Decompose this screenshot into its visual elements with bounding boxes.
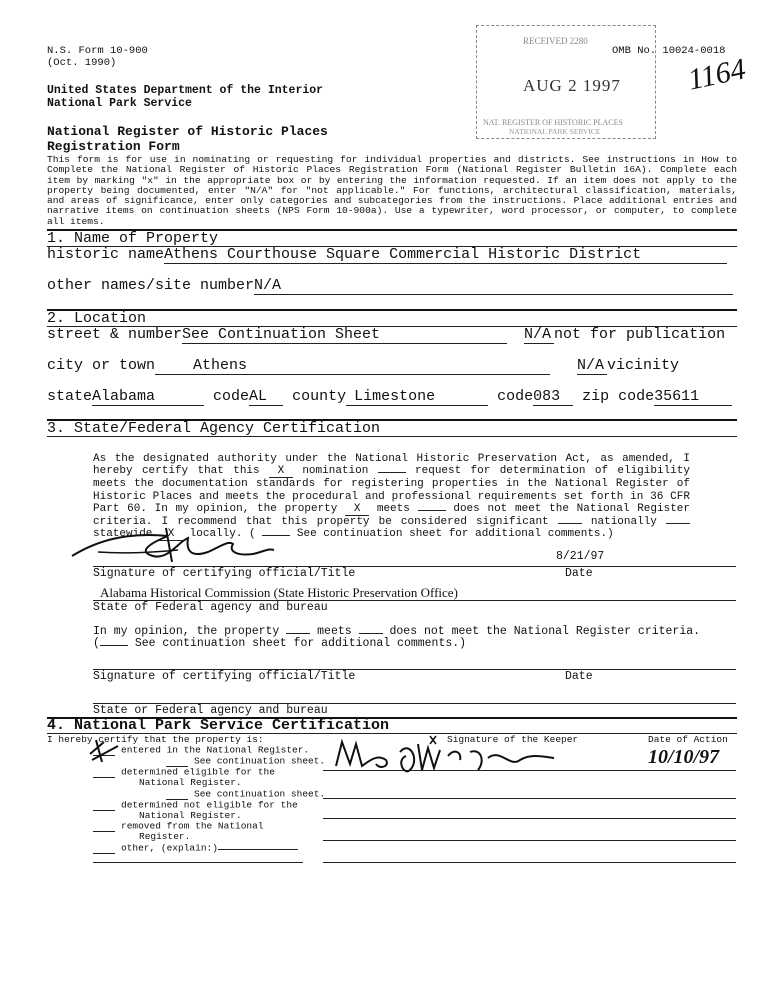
cert-text-4: meets (376, 502, 410, 515)
form-subtitle: Registration Form (47, 139, 180, 154)
keeper-line-5[interactable] (323, 862, 736, 863)
opinion-does-not-meet-checkbox[interactable] (359, 633, 383, 634)
state-field[interactable] (92, 388, 204, 406)
form-number: N.S. Form 10-900 (47, 45, 148, 57)
date-label-2: Date (565, 670, 593, 683)
nomination-checkbox[interactable] (269, 465, 293, 478)
section-3-rule-bottom (47, 436, 737, 437)
nps-status-list (93, 745, 325, 854)
historic-name-field[interactable] (164, 246, 727, 264)
agency-name: National Park Service (47, 97, 192, 110)
historic-name-row (47, 246, 727, 264)
county-code-label: code (497, 388, 534, 405)
eligible-continuation-checkbox[interactable] (166, 789, 188, 800)
entered-check-mark (88, 738, 122, 764)
other-explain-field[interactable] (218, 849, 298, 850)
date-of-action-value: 10/10/97 (648, 746, 720, 768)
other-names-value: N/A (254, 277, 282, 294)
stamp-line-4: NATIONAL PARK SERVICE (509, 127, 601, 136)
status-other: other, (explain:) (93, 843, 325, 854)
status-not-eligible-2: National Register. (139, 809, 242, 821)
received-stamp (476, 25, 656, 139)
status-eligible-continuation: See continuation sheet. (93, 789, 325, 800)
agency-label-1: State of Federal agency and bureau (93, 601, 328, 614)
keeper-signature (330, 730, 560, 785)
opinion-meets-label: meets (317, 625, 352, 638)
does-not-meet-checkbox[interactable] (418, 510, 446, 511)
cert-text-5: does not meet the National Register criteria. I recommend that this property be considered significant (93, 502, 691, 529)
locally-mark: X (167, 528, 175, 541)
certifying-agency: Alabama Historical Commission (State Historic Preservation Office) (100, 585, 458, 600)
opinion-line-2: ( See continuation sheet for additional comments.) (93, 637, 467, 650)
date-of-action-label: Date of Action (648, 734, 728, 745)
county-code-value: 083 (533, 388, 561, 405)
other-names-row (47, 277, 733, 295)
county-field[interactable] (346, 388, 488, 406)
county-value: Limestone (354, 388, 436, 405)
section-1-heading: 1. Name of Property (47, 230, 219, 247)
zip-label: zip code (582, 388, 655, 405)
certifying-signature (68, 522, 278, 572)
not-for-publication-field[interactable] (524, 326, 554, 344)
not-for-publication-value: N/A (524, 326, 552, 343)
status-removed: removed from the National (93, 821, 325, 832)
nationally-checkbox[interactable] (666, 523, 690, 524)
cert-text-2: nomination (302, 465, 369, 478)
stamp-date: AUG 2 1997 (523, 76, 621, 95)
meets-mark: X (353, 502, 361, 515)
meets-checkbox[interactable] (345, 503, 369, 516)
city-label: city or town (47, 357, 156, 374)
keeper-signature-label: Signature of the Keeper (447, 734, 579, 745)
other-checkbox[interactable] (93, 843, 115, 854)
keeper-line-2[interactable] (323, 798, 736, 799)
status-not-eligible: determined not eligible for the (93, 800, 325, 811)
handwritten-number: 1164 (685, 52, 749, 97)
state-code-label: code (213, 388, 250, 405)
section-4-intro: I hereby certify that the property is: (47, 734, 264, 745)
other-names-label: other names/site number (47, 277, 255, 294)
agency-label-2: State or Federal agency and bureau (93, 704, 328, 717)
cert-text-1: As the designated authority under the National Historic Preservation Act, as amended, I hereby certify that this (93, 453, 690, 478)
eligible-checkbox[interactable] (93, 767, 115, 778)
state-row (47, 388, 732, 406)
nomination-mark: X (277, 465, 285, 478)
omb-number: OMB No. 10024-0018 (612, 45, 726, 57)
form-date: (Oct. 1990) (47, 57, 117, 69)
county-code-field[interactable] (533, 388, 573, 406)
state-label: state (47, 388, 93, 405)
historic-name-value: Athens Courthouse Square Commercial Historic District (164, 246, 642, 263)
state-code-value: AL (249, 388, 268, 405)
state-code-field[interactable] (249, 388, 283, 406)
street-row (47, 326, 725, 344)
section-2-heading: 2. Location (47, 310, 147, 327)
date-label-1: Date (565, 567, 593, 580)
vicinity-value: N/A (577, 357, 605, 374)
keeper-line-4[interactable] (323, 840, 736, 841)
status-removed-2: Register. (139, 831, 191, 843)
city-field[interactable] (155, 357, 550, 375)
county-label: county (292, 388, 347, 405)
historic-name-label: historic name (47, 246, 165, 263)
opinion-continuation-checkbox[interactable] (100, 645, 128, 646)
street-value: See Continuation Sheet (182, 326, 381, 343)
opinion-text-2: does not meet the National Register criteria. (389, 625, 701, 638)
opinion-text-1: In my opinion, the property (93, 625, 280, 638)
form-title: National Register of Historic Places (47, 124, 328, 139)
opinion-meets-checkbox[interactable] (286, 633, 310, 634)
section-4-heading: 4. National Park Service Certification (47, 717, 390, 734)
status-eligible: determined eligible for the (93, 767, 325, 778)
zip-value: 35611 (654, 388, 700, 405)
significance-blank[interactable] (558, 523, 582, 524)
signature-label-1: Signature of certifying official/Title (93, 567, 356, 580)
city-row (47, 357, 679, 375)
not-eligible-checkbox[interactable] (93, 800, 115, 811)
cert-text-9: See continuation sheet for additional comments.) (296, 528, 614, 541)
signature-label-2: Signature of certifying official/Title (93, 670, 356, 683)
status-entered-continuation: See continuation sheet. (93, 756, 325, 767)
not-for-publication-label: not for publication (554, 326, 726, 343)
department-name: United States Department of the Interior (47, 84, 324, 97)
cert-text-7: statewide (93, 528, 153, 541)
section-2-rule-top (47, 309, 737, 311)
stamp-received: RECEIVED 2280 (523, 36, 588, 46)
status-entered: entered in the National Register. (93, 745, 325, 756)
other-names-field[interactable] (254, 277, 733, 295)
stamp-line-3: NAT. REGISTER OF HISTORIC PLACES (483, 118, 623, 127)
section-3-heading: 3. State/Federal Agency Certification (47, 420, 381, 437)
vicinity-label: vicinity (607, 357, 680, 374)
removed-checkbox[interactable] (93, 821, 115, 832)
certification-date: 8/21/97 (556, 550, 605, 563)
other-extra-line[interactable] (93, 862, 303, 863)
keeper-line-3[interactable] (323, 818, 736, 819)
city-value: Athens (193, 357, 248, 374)
request-checkbox[interactable] (378, 472, 406, 473)
vicinity-field[interactable] (577, 357, 607, 375)
zip-field[interactable] (654, 388, 732, 406)
cert-text-6: nationally (590, 516, 657, 529)
cert-text-3: request for determination of eligibility meets the documentation standards for registering properties in the National Register of Historic Places and meets the procedural and professional requirements set forth in 36 CFR Part 60. In my opinion, the property (93, 465, 690, 515)
street-label: street & number (47, 326, 183, 343)
state-value: Alabama (92, 388, 156, 405)
status-eligible-2: National Register. (139, 777, 242, 788)
cert-text-8: locally. ( (189, 528, 256, 541)
street-field[interactable] (182, 326, 507, 344)
instructions-text: This form is for use in nominating or requesting for individual properties and districts. See instructions in How to Complete the National Register of Historic Places Registration Form (National Register Bulletin 16A). Complete each item by marking "x" in the appropriate box or by entering the information requested. If an item does not apply to the property being documented, enter "N/A" for "not applicable." For functions, architectural classification, materials, and areas of significance, enter only categories and subcategories from the instructions. Place additional entries and narrative items on continuation sheets (NPS Form 10-900a). Use a typewriter, word processor, or computer, to complete all items. (47, 154, 737, 227)
opinion-text-3: See continuation sheet for additional comments.) (134, 637, 467, 650)
entered-continuation-checkbox[interactable] (166, 756, 188, 767)
